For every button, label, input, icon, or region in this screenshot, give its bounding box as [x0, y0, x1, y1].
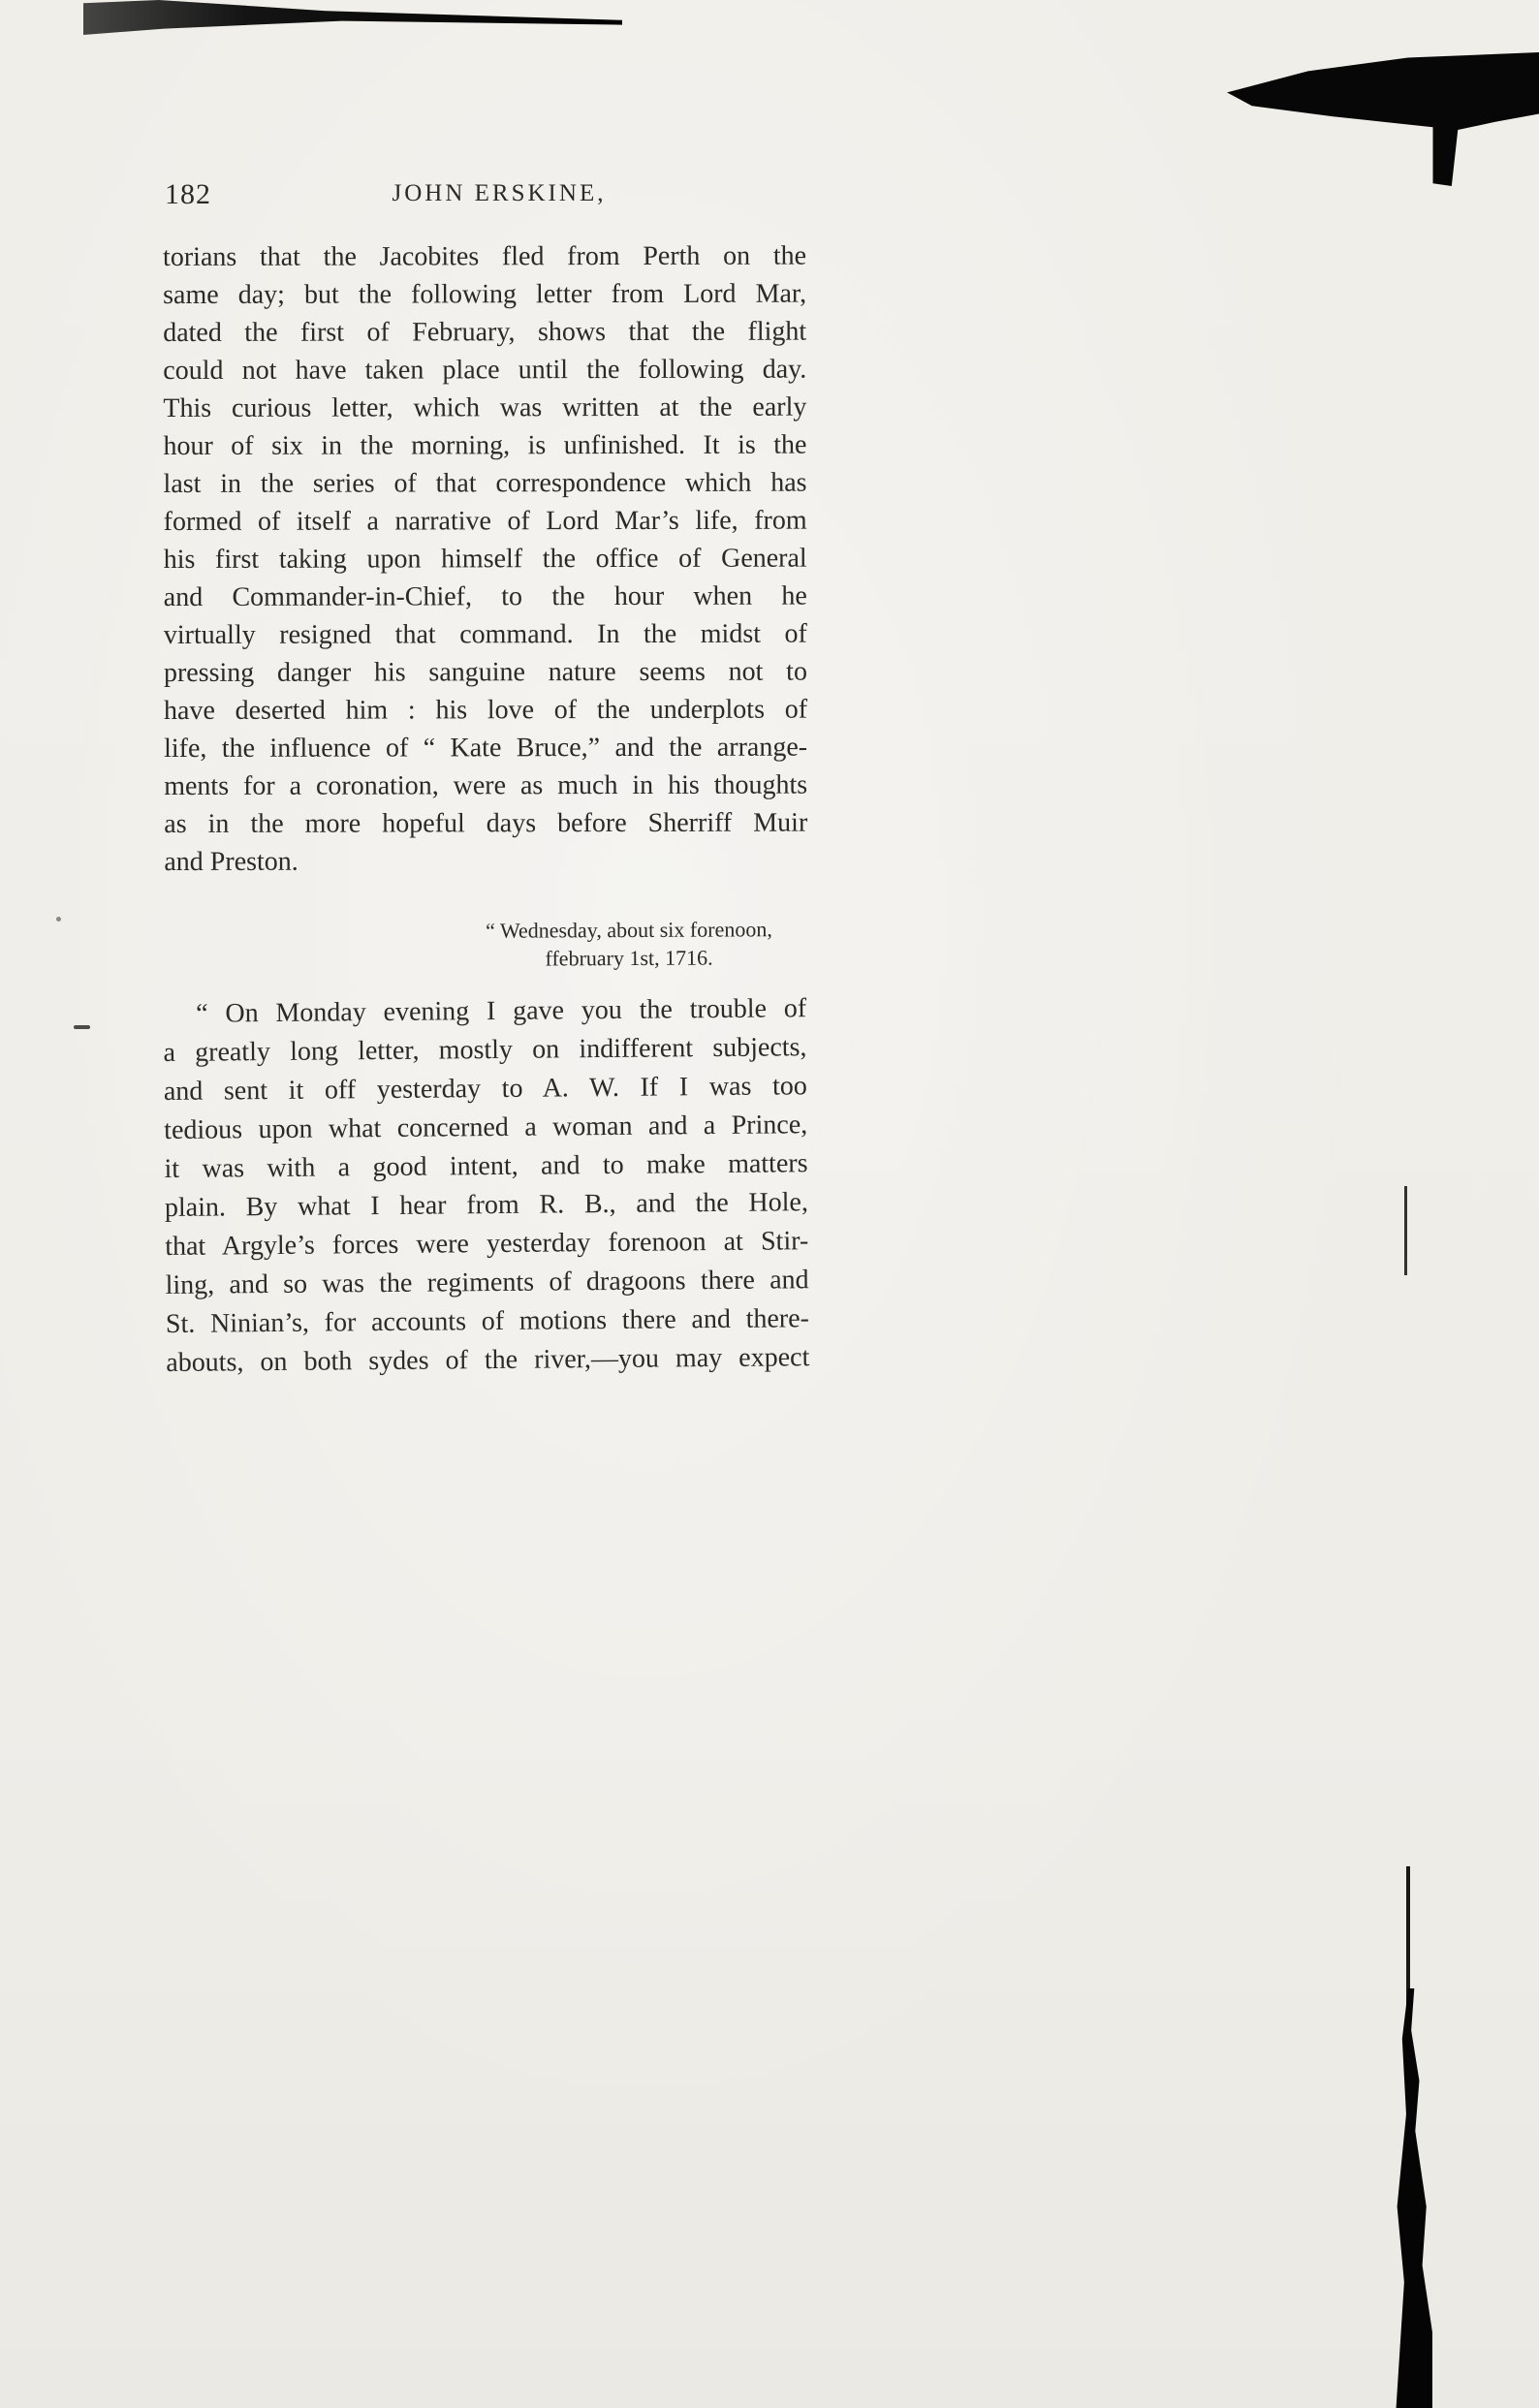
text-line: “ On Monday evening I gave you the trouble of [196, 993, 807, 1029]
text-line: and sent it off yesterday to A. W. If I was too [163, 1071, 807, 1107]
text-line: it was with a good intent, and to make matters [164, 1148, 808, 1184]
letter-body [163, 989, 809, 1383]
dateline-line-1: “ Wednesday, about six forenoon, [485, 917, 772, 943]
text-line: This curious letter, which was written at the early [163, 391, 807, 423]
dateline-line-2: ffebruary 1st, 1716. [545, 945, 713, 971]
text-line: torians that the Jacobites fled from Perth on the [163, 240, 807, 272]
scan-artifact-left-dash [74, 1025, 90, 1029]
scan-artifact-top-right-swoosh [1227, 52, 1539, 186]
scan-artifact-right-tick [1404, 1186, 1407, 1275]
scan-artifact-right-blob [1382, 1988, 1432, 2408]
text-line: have deserted him : his love of the underplots of [163, 694, 808, 726]
text-line: abouts, on both sydes of the river,—you may expect [166, 1342, 810, 1378]
text-line: could not have taken place until the following day. [163, 354, 807, 386]
page-header [163, 176, 806, 213]
scan-artifact-top-left-streak [83, 0, 622, 39]
text-line: last in the series of that correspondence which has [163, 467, 807, 499]
text-line: a greatly long letter, mostly on indifferent subjects, [163, 1032, 807, 1068]
text-line: tedious upon what concerned a woman and a Prince, [164, 1110, 808, 1145]
running-title: JOHN ERSKINE, [392, 180, 607, 206]
page-number: 182 [165, 178, 211, 210]
text-line: plain. By what I hear from R. B., and the Hole, [164, 1187, 809, 1223]
text-line: that Argyle’s forces were yesterday forenoon at Stir- [165, 1226, 809, 1262]
text-line: pressing danger his sanguine nature seems not to [163, 656, 807, 688]
letter-dateline [452, 915, 806, 973]
text-line: virtually resigned that command. In the midst of [163, 618, 807, 650]
text-line: his first taking upon himself the office of General [163, 543, 807, 575]
text-line: and Commander-in-Chief, to the hour when he [163, 580, 807, 612]
text-line: hour of six in the morning, is unfinished. It is the [163, 429, 807, 461]
text-line: dated the first of February, shows that the flight [163, 316, 807, 348]
main-paragraph [163, 237, 807, 881]
text-line: St. Ninian’s, for accounts of motions there and there- [165, 1303, 810, 1339]
text-line: life, the influence of “ Kate Bruce,” and the arrange- [164, 732, 808, 764]
text-line: same day; but the following letter from Lord Mar, [163, 278, 807, 310]
text-line: ments for a coronation, were as much in his thoughts [164, 769, 808, 801]
text-column [163, 176, 810, 1383]
text-line: formed of itself a narrative of Lord Mar’s life, from [163, 505, 807, 537]
scan-artifact-left-dot [56, 917, 61, 922]
text-line: as in the more hopeful days before Sherriff Muir [164, 807, 808, 839]
text-line: ling, and so was the regiments of dragoons there and [165, 1265, 809, 1300]
text-line: and Preston. [164, 846, 298, 877]
